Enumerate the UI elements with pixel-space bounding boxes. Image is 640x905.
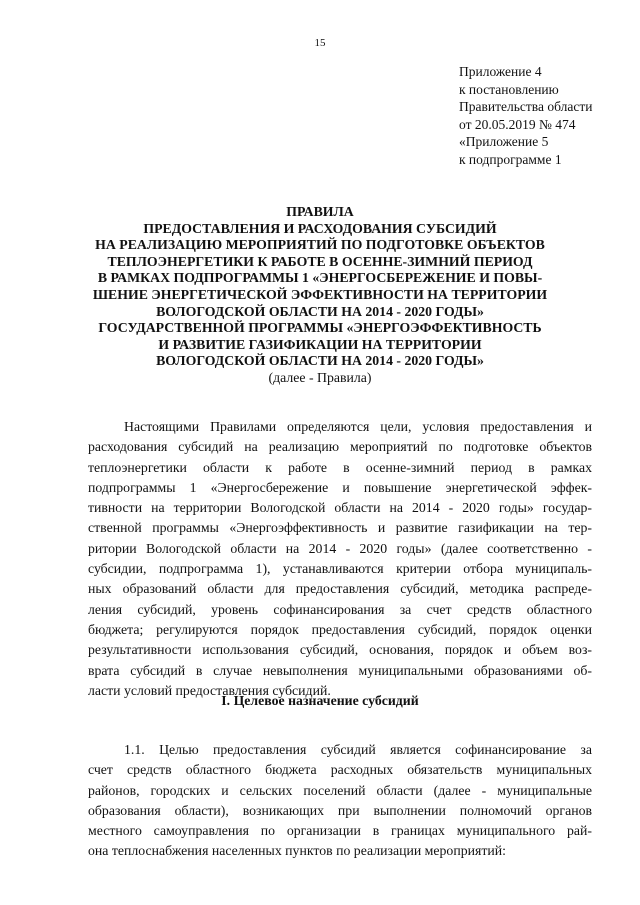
text-line: субсидии, подпрограмма 1), устанавливаются критерии отбора муниципаль-	[88, 561, 592, 577]
title-line: ПРЕДОСТАВЛЕНИЯ И РАСХОДОВАНИЯ СУБСИДИЙ	[143, 220, 497, 236]
text-line: она теплоснабжения населенных пунктов по реализации мероприятий:	[88, 843, 506, 859]
appendix-line: Приложение 4	[459, 64, 542, 79]
text-line: Настоящими Правилами определяются цели, условия предоставления и	[124, 419, 592, 434]
text-line: подпрограммы 1 «Энергосбережение и повышение энергетической эффек-	[88, 479, 592, 495]
appendix-line: «Приложение 5	[459, 134, 549, 150]
text-line: ритории Вологодской области на 2014 - 2020 годы» (далее соответственно -	[88, 540, 592, 556]
text-line: местного самоуправления по организации в границах муниципального рай-	[88, 823, 592, 839]
text-line: результативности использования субсидий, основания, порядок и объем воз-	[88, 642, 592, 658]
title-line: ВОЛОГОДСКОЙ ОБЛАСТИ НА 2014 - 2020 ГОДЫ»	[156, 353, 484, 369]
text-line: теплоэнергетики области к работе в осенне-зимний период в рамках	[88, 459, 592, 475]
intro-paragraph	[88, 417, 592, 701]
document-title	[60, 204, 580, 387]
title-line: В РАМКАХ ПОДПРОГРАММЫ 1 «ЭНЕРГОСБЕРЕЖЕНИЕ И ПОВЫ-	[97, 270, 543, 286]
appendix-line: к постановлению	[459, 81, 559, 97]
section-heading: I. Целевое назначение субсидий	[221, 693, 419, 708]
text-line: 1.1. Целью предоставления субсидий является софинансирование за	[124, 742, 592, 757]
text-line: расходования субсидий на реализацию мероприятий по подготовке объектов	[88, 439, 592, 455]
appendix-line: к подпрограмме 1	[459, 151, 562, 167]
title-line: ВОЛОГОДСКОЙ ОБЛАСТИ НА 2014 - 2020 ГОДЫ»	[156, 303, 484, 319]
text-line: бюджета; регулируются порядок предоставления субсидий, порядок оценки	[88, 621, 592, 637]
title-line: И РАЗВИТИЕ ГАЗИФИКАЦИИ НА ТЕРРИТОРИИ	[158, 336, 482, 352]
text-line: ления субсидий, уровень софинансирования за счет средств областного	[88, 601, 592, 617]
title-line: ГОСУДАРСТВЕННОЙ ПРОГРАММЫ «ЭНЕРГОЭФФЕКТИВНОСТЬ	[98, 320, 542, 336]
section-paragraph	[88, 740, 592, 862]
appendix-line: от 20.05.2019 № 474	[459, 116, 576, 132]
text-line: районов, городских и сельских поселений области (далее - муниципальные	[88, 782, 592, 798]
appendix-line: Правительства области	[459, 99, 593, 115]
text-line: тивности на территории Вологодской области на 2014 - 2020 годы» государ-	[88, 500, 592, 516]
text-line: врата субсидий в случае невыполнения муниципальными образованиями об-	[88, 662, 592, 678]
text-line: образования области), возникающих при выполнении полномочий органов	[88, 802, 592, 818]
page-number: 15	[314, 37, 326, 49]
title-line: ПРАВИЛА	[286, 204, 354, 219]
title-line: ШЕНИЕ ЭНЕРГЕТИЧЕСКОЙ ЭФФЕКТИВНОСТИ НА ТЕРРИТОРИИ	[92, 286, 548, 302]
text-line: ственной программы «Энергоэффективность и развитие газификации на тер-	[88, 520, 592, 536]
appendix-reference	[459, 63, 639, 169]
text-line: ласти условий предоставления субсидий.	[88, 682, 331, 698]
title-line: ТЕПЛОЭНЕРГЕТИКИ К РАБОТЕ В ОСЕННЕ-ЗИМНИЙ ПЕРИОД	[107, 253, 533, 269]
title-line: НА РЕАЛИЗАЦИЮ МЕРОПРИЯТИЙ ПО ПОДГОТОВКЕ ОБЪЕКТОВ	[95, 237, 545, 253]
text-line: ных образований области для предоставления субсидий, методика распреде-	[88, 581, 592, 597]
text-line: счет средств областного бюджета расходных обязательств муниципальных	[88, 762, 592, 778]
title-subtitle: (далее - Правила)	[268, 369, 372, 385]
